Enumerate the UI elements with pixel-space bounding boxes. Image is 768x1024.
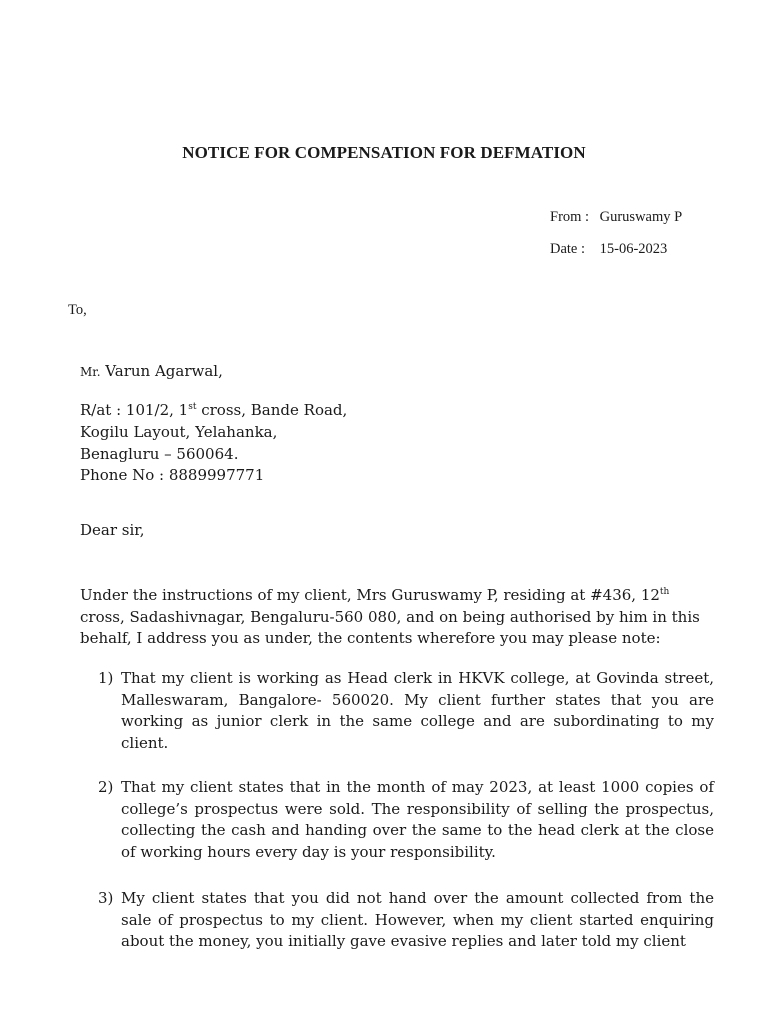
address-line-1-part-a: R/at : 101/2, 1 (80, 401, 189, 419)
list-item (98, 888, 714, 953)
address-line-3: Benagluru – 560064. (80, 445, 239, 463)
intro-text-b: cross, Sadashivnagar, Bengaluru-560 080, and on being authorised by him in this behalf, I address you as under, the contents wherefore you may please note: (80, 607, 700, 647)
salutation-prefix: Mr. (80, 365, 101, 379)
list-item-number: 2) (98, 778, 114, 796)
phone-line: Phone No : 8889997771 (80, 466, 265, 484)
date-value: 15-06-2023 (599, 241, 668, 257)
recipient-name-line (80, 362, 223, 380)
list-item-text: My client states that you did not hand over the amount collected from the sale of prospectus to my client. However, when my client started enquiring about the money, you initially gave evasive replies and later told my client (121, 889, 714, 950)
to-label: To, (68, 302, 87, 318)
address-line-2: Kogilu Layout, Yelahanka, (80, 423, 278, 441)
from-line (550, 209, 682, 226)
address-line-1-sup: st (188, 402, 197, 412)
date-line (550, 241, 667, 258)
date-label: Date : (550, 241, 586, 257)
list-item-text: That my client states that in the month of may 2023, at least 1000 copies of college’s prospectus were sold. The responsibility of selling the prospectus, collecting the cash and handing over the same to the head clerk at the close of working hours every day is your responsibility. (121, 778, 714, 861)
from-label: From : (550, 209, 590, 225)
intro-sup: th (659, 587, 670, 597)
recipient-name: Varun Agarwal, (100, 362, 223, 380)
intro-text-a: Under the instructions of my client, Mrs Guruswamy P, residing at #436, 12 (80, 586, 660, 604)
list-item-number: 1) (98, 669, 114, 687)
greeting: Dear sir, (80, 521, 145, 539)
from-value: Guruswamy P (599, 209, 683, 225)
list-item-text: That my client is working as Head clerk in HKVK college, at Govinda street, Malleswaram, Bangalore- 560020. My client further states that you are working as junior clerk in the same college and are subordinating to my client. (121, 669, 714, 752)
address-line-1-part-b: cross, Bande Road, (196, 401, 348, 419)
address-line-1 (80, 401, 347, 419)
list-item (98, 777, 714, 863)
list-item (98, 668, 714, 754)
intro-paragraph (80, 585, 714, 650)
list-item-number: 3) (98, 889, 114, 907)
document-title: NOTICE FOR COMPENSATION FOR DEFMATION (182, 143, 586, 162)
